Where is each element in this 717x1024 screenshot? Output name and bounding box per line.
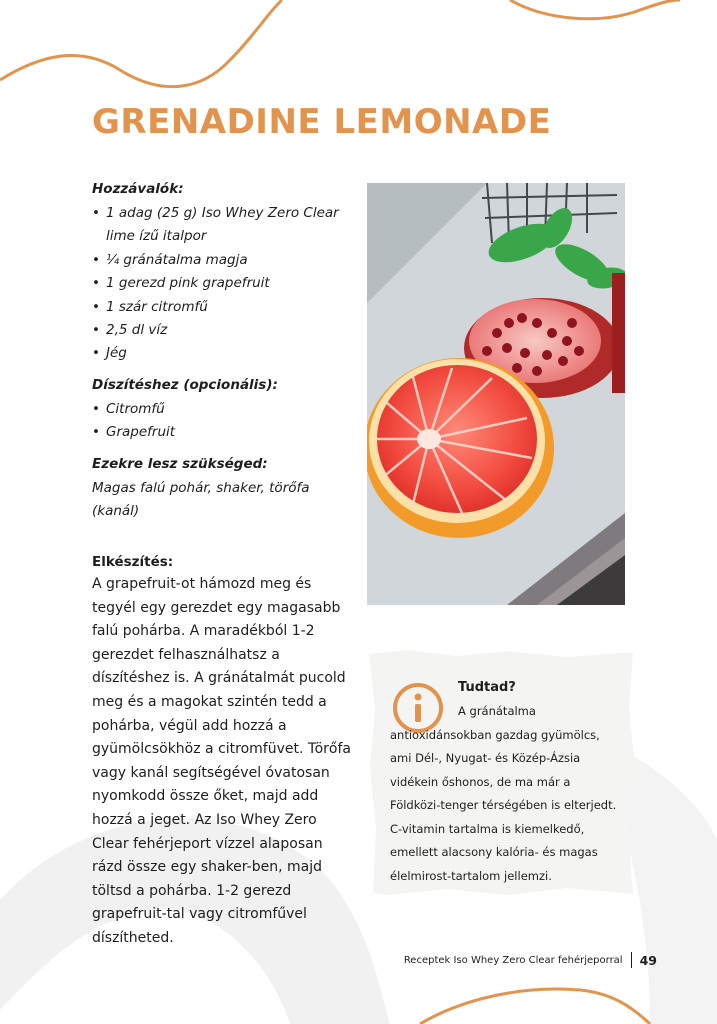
list-item: • ¼ gránátalma magja: [92, 249, 354, 272]
list-item: • 1 adag (25 g) Iso Whey Zero Clear lime ízű italpor: [92, 202, 354, 249]
footer-title: Receptek Iso Whey Zero Clear fehérjeporral: [403, 954, 623, 966]
ingredients-list: [92, 202, 354, 366]
ingredients-column: [92, 180, 354, 524]
ingredients-heading: Hozzávalók:: [92, 181, 184, 197]
list-item: • 1 szár citromfű: [92, 296, 354, 319]
list-item: • Jég: [92, 342, 354, 365]
tip-heading: Tudtad?: [458, 680, 516, 695]
footer-divider: [631, 952, 632, 968]
tools-heading: Ezekre lesz szükséged:: [92, 455, 268, 472]
list-item: • Grapefruit: [92, 421, 354, 444]
page-number: 49: [639, 952, 657, 968]
list-item: • 1 gerezd pink grapefruit: [92, 272, 354, 295]
list-item: • Citromfű: [92, 398, 354, 421]
list-item: • 2,5 dl víz: [92, 319, 354, 342]
garnish-heading: Díszítéshez (opcionális):: [92, 376, 278, 393]
preparation-text: A grapefruit-ot hámozd meg és tegyél egy gerezdet egy magasabb falú pohárba. A maradékból 1-2 gerezdet felhasználhatsz a díszítéshez is. A gránátalmát pucold meg és a magokat szintén tedd a pohárba, végül add hozzá a gyümölcsökhöz a citromfüvet. Törőfa vagy kanál segítségével óvatosan nyomkodd össze őket, majd add hozzá a jeget. Az Iso Whey Zero Clear fehérjeport vízzel alaposan rázd össze egy shaker-ben, majd töltsd a pohárba. 1-2 gerezd grapefruit-tal vagy citromfűvel díszítheted.: [92, 576, 351, 946]
preparation-heading: Elkészítés:: [92, 554, 174, 570]
recipe-photo: [367, 183, 625, 605]
tools-text: Magas falú pohár, shaker, törőfa (kanál): [92, 479, 310, 520]
tip-text: A gránátalma antioxidánsokban gazdag gyümölcs, ami Dél-, Nyugat- és Közép-Ázsia vidékein őshonos, de ma már a Földközi-tenger térségében is elterjedt. C-vitamin tartalma is kiemelkedő, emellett alacsony kalória- és magas élelmirost-tartalom jellemzi.: [390, 704, 617, 883]
footer: [404, 952, 657, 968]
garnish-list: [92, 398, 354, 445]
preparation-section: [92, 553, 354, 951]
page-title: GRENADINE LEMONADE: [92, 102, 552, 142]
